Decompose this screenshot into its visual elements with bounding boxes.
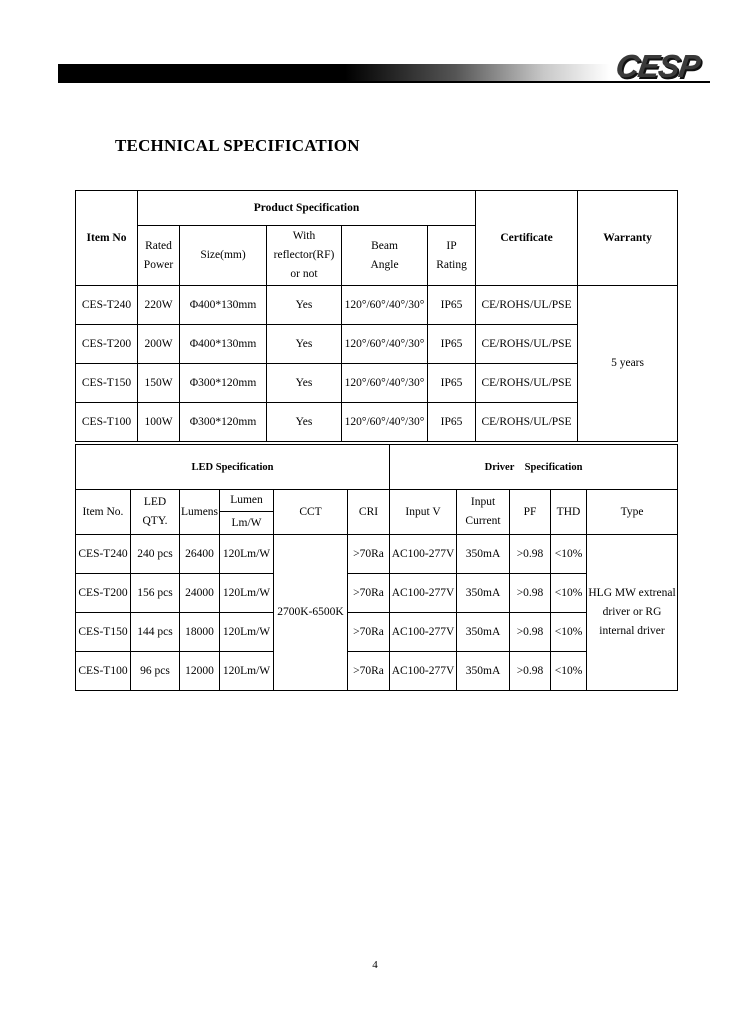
qty-cell: 240 pcs [131,535,180,574]
input-current-header: Input Current [457,490,510,535]
lumen-header: Lumen [220,490,274,512]
thd-cell: <10% [551,535,587,574]
item-cell: CES-T100 [76,403,138,442]
size-header: Size(mm) [180,226,267,286]
item-cell: CES-T240 [76,535,131,574]
input-v-cell: AC100-277V [390,652,457,691]
size-cell: Φ400*130mm [180,286,267,325]
item-no-header: Item No. [76,490,131,535]
power-cell: 100W [138,403,180,442]
beam-cell: 120°/60°/40°/30° [342,286,428,325]
pf-cell: >0.98 [510,574,551,613]
header-rule [58,81,710,83]
lumens-cell: 12000 [180,652,220,691]
cct-header: CCT [274,490,348,535]
item-cell: CES-T150 [76,364,138,403]
ip-cell: IP65 [428,403,476,442]
beam-cell: 120°/60°/40°/30° [342,325,428,364]
power-cell: 200W [138,325,180,364]
page-number: 4 [372,959,378,971]
thd-header: THD [551,490,587,535]
reflector-cell: Yes [267,286,342,325]
cct-cell: 2700K-6500K [274,535,348,691]
item-cell: CES-T150 [76,613,131,652]
power-cell: 150W [138,364,180,403]
ip-rating-header: IP Rating [428,226,476,286]
cert-cell: CE/ROHS/UL/PSE [476,325,578,364]
power-cell: 220W [138,286,180,325]
pf-header: PF [510,490,551,535]
input-v-cell: AC100-277V [390,535,457,574]
pf-cell: >0.98 [510,535,551,574]
cesp-logo: CESP [613,48,702,84]
cri-cell: >70Ra [348,613,390,652]
eff-cell: 120Lm/W [220,613,274,652]
page-title: TECHNICAL SPECIFICATION [115,136,360,155]
qty-cell: 156 pcs [131,574,180,613]
pf-cell: >0.98 [510,652,551,691]
type-header: Type [587,490,678,535]
lumens-cell: 18000 [180,613,220,652]
led-spec-header: LED Specification [76,445,390,490]
reflector-cell: Yes [267,364,342,403]
cert-cell: CE/ROHS/UL/PSE [476,286,578,325]
qty-cell: 96 pcs [131,652,180,691]
beam-cell: 120°/60°/40°/30° [342,403,428,442]
led-qty-header: LED QTY. [131,490,180,535]
lumens-cell: 24000 [180,574,220,613]
pf-cell: >0.98 [510,613,551,652]
eff-cell: 120Lm/W [220,652,274,691]
size-cell: Φ300*120mm [180,364,267,403]
cri-header: CRI [348,490,390,535]
input-v-cell: AC100-277V [390,574,457,613]
eff-cell: 120Lm/W [220,535,274,574]
item-cell: CES-T200 [76,325,138,364]
product-spec-table [75,190,678,442]
reflector-header: With reflector(RF) or not [267,226,342,286]
thd-cell: <10% [551,574,587,613]
current-cell: 350mA [457,535,510,574]
certificate-header: Certificate [476,191,578,286]
thd-cell: <10% [551,613,587,652]
current-cell: 350mA [457,613,510,652]
beam-cell: 120°/60°/40°/30° [342,364,428,403]
header-bar [58,64,610,82]
size-cell: Φ400*130mm [180,325,267,364]
size-cell: Φ300*120mm [180,403,267,442]
led-driver-spec-table [75,444,678,691]
cert-cell: CE/ROHS/UL/PSE [476,403,578,442]
reflector-cell: Yes [267,325,342,364]
ip-cell: IP65 [428,325,476,364]
current-cell: 350mA [457,652,510,691]
qty-cell: 144 pcs [131,613,180,652]
item-cell: CES-T200 [76,574,131,613]
beam-angle-header: Beam Angle [342,226,428,286]
input-v-header: Input V [390,490,457,535]
warranty-header: Warranty [578,191,678,286]
current-cell: 350mA [457,574,510,613]
item-cell: CES-T100 [76,652,131,691]
rated-power-header: Rated Power [138,226,180,286]
lumens-header: Lumens [180,490,220,535]
item-no-header: Item No [76,191,138,286]
ip-cell: IP65 [428,286,476,325]
eff-cell: 120Lm/W [220,574,274,613]
thd-cell: <10% [551,652,587,691]
input-v-cell: AC100-277V [390,613,457,652]
item-cell: CES-T240 [76,286,138,325]
cri-cell: >70Ra [348,535,390,574]
table-row [76,535,678,574]
cri-cell: >70Ra [348,574,390,613]
product-spec-header: Product Specification [138,191,476,226]
warranty-cell: 5 years [578,286,678,442]
ip-cell: IP65 [428,364,476,403]
driver-spec-header: Driver Specification [390,445,678,490]
lumens-cell: 26400 [180,535,220,574]
reflector-cell: Yes [267,403,342,442]
lm-w-header: Lm/W [220,512,274,535]
cert-cell: CE/ROHS/UL/PSE [476,364,578,403]
type-cell: HLG MW extrenal driver or RG internal driver [587,535,678,691]
cri-cell: >70Ra [348,652,390,691]
table-row [76,286,678,325]
